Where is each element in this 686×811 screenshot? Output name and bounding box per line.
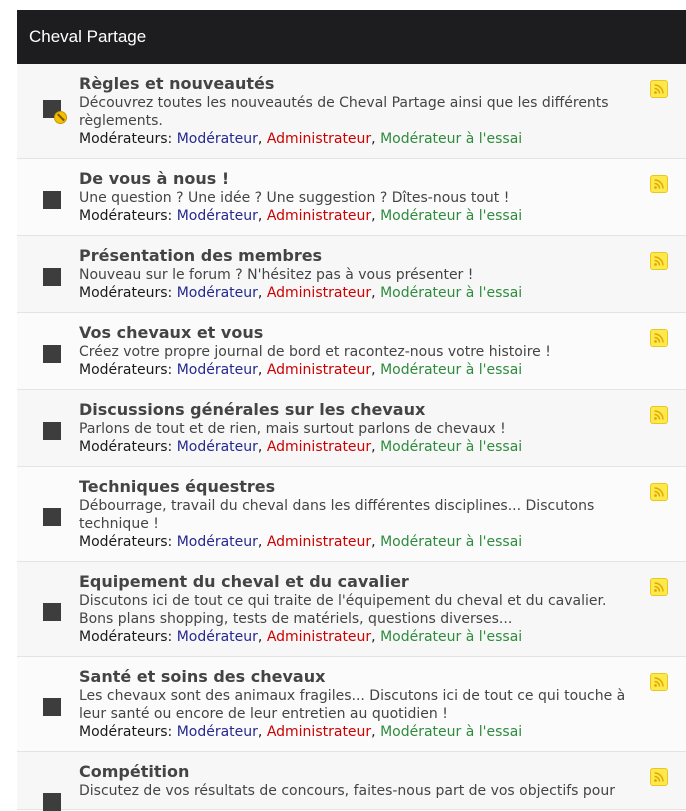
- forum-title[interactable]: Présentation des membres: [79, 246, 323, 265]
- rss-feed-icon[interactable]: [650, 406, 668, 424]
- moderator-link[interactable]: Modérateur: [176, 131, 258, 147]
- rss-feed-icon[interactable]: [650, 329, 668, 347]
- forum-status-icon: [43, 268, 61, 286]
- forum-status-icon: [43, 422, 61, 440]
- moderators-line: Modérateurs: Modérateur, Administrateur, Modérateur à l'essai: [79, 131, 523, 147]
- moderators-line: Modérateurs: Modérateur, Administrateur, Modérateur à l'essai: [79, 208, 523, 224]
- forum-title[interactable]: Règles et nouveautés: [79, 74, 275, 93]
- trial-moderator-link[interactable]: Modérateur à l'essai: [380, 131, 523, 147]
- moderators-line: Modérateurs: Modérateur, Administrateur, Modérateur à l'essai: [79, 362, 523, 378]
- administrator-link[interactable]: Administrateur: [266, 629, 372, 645]
- trial-moderator-link[interactable]: Modérateur à l'essai: [380, 362, 523, 378]
- forum-description: Les chevaux sont des animaux fragiles... Discutons ici de tout ce qui touche à leur santé ou encore de leur entretien au quotidien !: [79, 688, 626, 722]
- administrator-link[interactable]: Administrateur: [266, 439, 372, 455]
- page-header: [17, 10, 686, 64]
- forum-title[interactable]: De vous à nous !: [79, 169, 230, 188]
- forum-row[interactable]: [17, 159, 686, 236]
- forum-row[interactable]: [17, 752, 686, 810]
- forum-title[interactable]: Vos chevaux et vous: [79, 323, 264, 342]
- trial-moderator-link[interactable]: Modérateur à l'essai: [380, 439, 523, 455]
- forum-row[interactable]: [17, 390, 686, 467]
- page-title[interactable]: Cheval Partage: [29, 27, 147, 46]
- rss-feed-icon[interactable]: [650, 175, 668, 193]
- no-entry-badge-icon: [54, 111, 67, 124]
- forum-status-icon: [43, 698, 61, 716]
- forum-status-icon: [43, 603, 61, 621]
- moderator-link[interactable]: Modérateur: [176, 285, 258, 301]
- moderators-label: Modérateurs:: [79, 629, 173, 645]
- forum-status-icon: [43, 191, 61, 209]
- forum-title[interactable]: Compétition: [79, 762, 190, 781]
- forum-status-icon: [43, 100, 61, 118]
- forum-description: Débourrage, travail du cheval dans les différentes disciplines... Discutons technique !: [79, 498, 595, 532]
- moderator-link[interactable]: Modérateur: [176, 724, 258, 740]
- moderators-label: Modérateurs:: [79, 534, 173, 550]
- forum-title[interactable]: Santé et soins des chevaux: [79, 667, 326, 686]
- forum-page: [17, 10, 686, 810]
- forum-description: Nouveau sur le forum ? N'hésitez pas à vous présenter !: [79, 267, 474, 283]
- administrator-link[interactable]: Administrateur: [266, 285, 372, 301]
- forum-status-icon: [43, 793, 61, 811]
- forum-row[interactable]: [17, 467, 686, 562]
- moderators-label: Modérateurs:: [79, 208, 173, 224]
- trial-moderator-link[interactable]: Modérateur à l'essai: [380, 208, 523, 224]
- moderators-line: Modérateurs: Modérateur, Administrateur, Modérateur à l'essai: [79, 439, 523, 455]
- forum-row[interactable]: [17, 657, 686, 752]
- moderators-label: Modérateurs:: [79, 131, 173, 147]
- moderators-line: Modérateurs: Modérateur, Administrateur, Modérateur à l'essai: [79, 629, 523, 645]
- forum-row[interactable]: [17, 236, 686, 313]
- moderators-line: Modérateurs: Modérateur, Administrateur, Modérateur à l'essai: [79, 724, 523, 740]
- moderators-label: Modérateurs:: [79, 724, 173, 740]
- moderator-link[interactable]: Modérateur: [176, 362, 258, 378]
- forum-description: Créez votre propre journal de bord et racontez-nous votre histoire !: [79, 344, 551, 360]
- forum-description: Découvrez toutes les nouveautés de Cheval Partage ainsi que les différents règlements.: [79, 95, 609, 129]
- rss-feed-icon[interactable]: [650, 252, 668, 270]
- administrator-link[interactable]: Administrateur: [266, 362, 372, 378]
- rss-feed-icon[interactable]: [650, 768, 668, 786]
- forum-description: Une question ? Une idée ? Une suggestion ? Dîtes-nous tout !: [79, 190, 510, 206]
- moderator-link[interactable]: Modérateur: [176, 629, 258, 645]
- forum-list: [17, 64, 686, 810]
- forum-description: Discutez de vos résultats de concours, faites-nous part de vos objectifs pour: [79, 783, 615, 799]
- moderators-label: Modérateurs:: [79, 285, 173, 301]
- forum-row[interactable]: [17, 64, 686, 159]
- moderators-line: Modérateurs: Modérateur, Administrateur, Modérateur à l'essai: [79, 285, 523, 301]
- moderators-line: Modérateurs: Modérateur, Administrateur, Modérateur à l'essai: [79, 534, 523, 550]
- forum-title[interactable]: Discussions générales sur les chevaux: [79, 400, 426, 419]
- forum-description: Discutons ici de tout ce qui traite de l'équipement du cheval et du cavalier. Bons plans shopping, tests de matériels, questions diverses...: [79, 593, 607, 627]
- administrator-link[interactable]: Administrateur: [266, 208, 372, 224]
- moderator-link[interactable]: Modérateur: [176, 208, 258, 224]
- moderator-link[interactable]: Modérateur: [176, 534, 258, 550]
- moderators-label: Modérateurs:: [79, 439, 173, 455]
- trial-moderator-link[interactable]: Modérateur à l'essai: [380, 724, 523, 740]
- forum-row[interactable]: [17, 313, 686, 390]
- forum-status-icon: [43, 345, 61, 363]
- trial-moderator-link[interactable]: Modérateur à l'essai: [380, 534, 523, 550]
- administrator-link[interactable]: Administrateur: [266, 534, 372, 550]
- administrator-link[interactable]: Administrateur: [266, 131, 372, 147]
- trial-moderator-link[interactable]: Modérateur à l'essai: [380, 285, 523, 301]
- forum-row[interactable]: [17, 562, 686, 657]
- forum-status-icon: [43, 508, 61, 526]
- forum-title[interactable]: Equipement du cheval et du cavalier: [79, 572, 409, 591]
- administrator-link[interactable]: Administrateur: [266, 724, 372, 740]
- trial-moderator-link[interactable]: Modérateur à l'essai: [380, 629, 523, 645]
- moderator-link[interactable]: Modérateur: [176, 439, 258, 455]
- forum-title[interactable]: Techniques équestres: [79, 477, 276, 496]
- rss-feed-icon[interactable]: [650, 483, 668, 501]
- forum-description: Parlons de tout et de rien, mais surtout parlons de chevaux !: [79, 421, 506, 437]
- rss-feed-icon[interactable]: [650, 578, 668, 596]
- rss-feed-icon[interactable]: [650, 80, 668, 98]
- rss-feed-icon[interactable]: [650, 673, 668, 691]
- moderators-label: Modérateurs:: [79, 362, 173, 378]
